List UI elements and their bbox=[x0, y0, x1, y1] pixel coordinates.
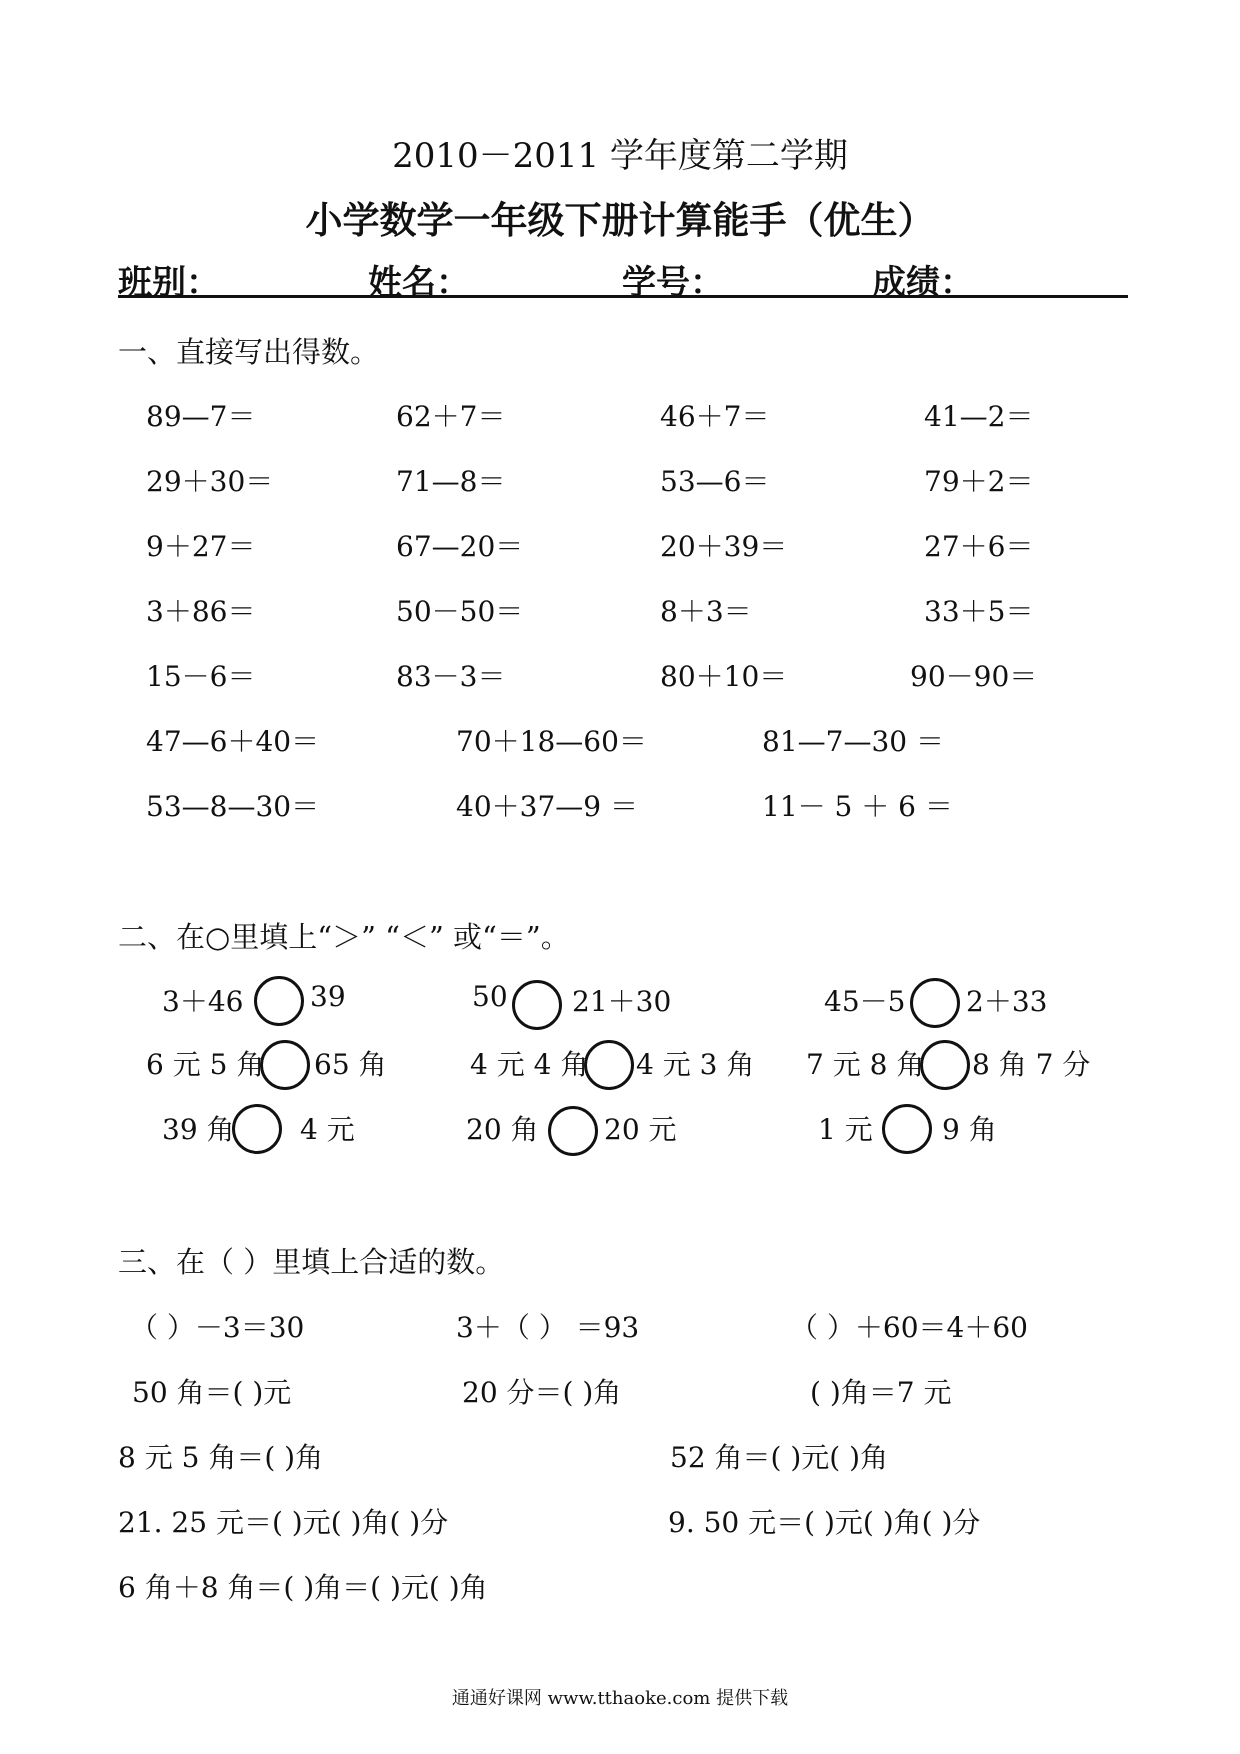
compare-right: 8 角 7 分 bbox=[972, 1048, 1091, 1081]
problem: 79＋2＝ bbox=[924, 465, 1034, 498]
info-underline bbox=[118, 295, 1128, 298]
compare-right: 20 元 bbox=[604, 1113, 677, 1146]
compare-right: 4 元 bbox=[300, 1113, 355, 1146]
compare-circle[interactable] bbox=[260, 1040, 310, 1090]
problem: 71—8＝ bbox=[396, 465, 506, 498]
score-field-label: 成绩： bbox=[872, 263, 974, 303]
compare-right: 9 角 bbox=[942, 1113, 997, 1146]
problem: 9＋27＝ bbox=[146, 530, 256, 563]
compare-circle[interactable] bbox=[254, 976, 304, 1026]
name-field-label: 姓名： bbox=[368, 263, 470, 303]
compare-left: 7 元 8 角 bbox=[806, 1048, 925, 1081]
compare-circle[interactable] bbox=[910, 978, 960, 1028]
fill-problem: （ ）＋60＝4＋60 bbox=[790, 1311, 1028, 1344]
fill-problem: 3＋（ ） ＝93 bbox=[456, 1311, 640, 1344]
problem: 29＋30＝ bbox=[146, 465, 274, 498]
class-field-label: 班别： bbox=[118, 263, 220, 303]
problem: 50－50＝ bbox=[396, 595, 524, 628]
problem: 8＋3＝ bbox=[660, 595, 752, 628]
problem: 81—7—30 ＝ bbox=[762, 725, 944, 758]
student-number-field-label: 学号： bbox=[622, 263, 724, 303]
problem: 67—20＝ bbox=[396, 530, 524, 563]
problem: 20＋39＝ bbox=[660, 530, 788, 563]
compare-circle[interactable] bbox=[584, 1040, 634, 1090]
problem: 62＋7＝ bbox=[396, 400, 506, 433]
problem: 33＋5＝ bbox=[924, 595, 1034, 628]
fill-problem: 52 角＝( )元( )角 bbox=[670, 1441, 889, 1474]
compare-right: 2＋33 bbox=[966, 985, 1048, 1018]
problem: 27＋6＝ bbox=[924, 530, 1034, 563]
fill-problem: 6 角＋8 角＝( )角＝( )元( )角 bbox=[118, 1571, 488, 1604]
compare-left: 50 bbox=[472, 980, 508, 1013]
fill-problem: ( )角＝7 元 bbox=[810, 1376, 952, 1409]
compare-circle[interactable] bbox=[512, 980, 562, 1030]
section2-heading: 二、在○里填上“＞” “＜” 或“＝”。 bbox=[118, 920, 570, 954]
problem: 47—6＋40＝ bbox=[146, 725, 320, 758]
page-title: 小学数学一年级下册计算能手（优生） bbox=[305, 199, 935, 242]
problem: 90－90＝ bbox=[910, 660, 1038, 693]
problem: 83－3＝ bbox=[396, 660, 506, 693]
compare-circle[interactable] bbox=[920, 1040, 970, 1090]
compare-left: 4 元 4 角 bbox=[470, 1048, 589, 1081]
compare-right: 65 角 bbox=[314, 1048, 387, 1081]
problem: 11－ 5 ＋ 6 ＝ bbox=[762, 790, 953, 823]
compare-left: 3＋46 bbox=[162, 985, 244, 1018]
fill-problem: 50 角＝( )元 bbox=[132, 1376, 292, 1409]
footer-credit: 通通好课网 www.tthaoke.com 提供下载 bbox=[451, 1688, 789, 1709]
compare-left: 20 角 bbox=[466, 1113, 539, 1146]
problem: 41—2＝ bbox=[924, 400, 1034, 433]
compare-left: 45－5 bbox=[824, 985, 906, 1018]
compare-left: 6 元 5 角 bbox=[146, 1048, 265, 1081]
fill-problem: （ ）－3＝30 bbox=[130, 1311, 305, 1344]
compare-left: 39 角 bbox=[162, 1113, 235, 1146]
compare-right: 4 元 3 角 bbox=[636, 1048, 755, 1081]
fill-problem: 9. 50 元＝( )元( )角( )分 bbox=[668, 1506, 981, 1539]
problem: 3＋86＝ bbox=[146, 595, 256, 628]
fill-problem: 20 分＝( )角 bbox=[462, 1376, 622, 1409]
compare-circle[interactable] bbox=[548, 1106, 598, 1156]
compare-right: 39 bbox=[310, 980, 346, 1013]
fill-problem: 21. 25 元＝( )元( )角( )分 bbox=[118, 1506, 449, 1539]
problem: 70＋18—60＝ bbox=[456, 725, 647, 758]
compare-circle[interactable] bbox=[232, 1104, 282, 1154]
problem: 40＋37—9 ＝ bbox=[456, 790, 638, 823]
problem: 80＋10＝ bbox=[660, 660, 788, 693]
year-line: 2010－2011 学年度第二学期 bbox=[392, 136, 848, 176]
section3-heading: 三、在（ ）里填上合适的数。 bbox=[118, 1245, 505, 1279]
compare-left: 1 元 bbox=[818, 1113, 873, 1146]
compare-right: 21＋30 bbox=[572, 985, 672, 1018]
section1-heading: 一、直接写出得数。 bbox=[118, 335, 380, 369]
problem: 46＋7＝ bbox=[660, 400, 770, 433]
fill-problem: 8 元 5 角＝( )角 bbox=[118, 1441, 324, 1474]
problem: 89—7＝ bbox=[146, 400, 256, 433]
problem: 53—8—30＝ bbox=[146, 790, 320, 823]
compare-circle[interactable] bbox=[882, 1104, 932, 1154]
problem: 15－6＝ bbox=[146, 660, 256, 693]
problem: 53—6＝ bbox=[660, 465, 770, 498]
